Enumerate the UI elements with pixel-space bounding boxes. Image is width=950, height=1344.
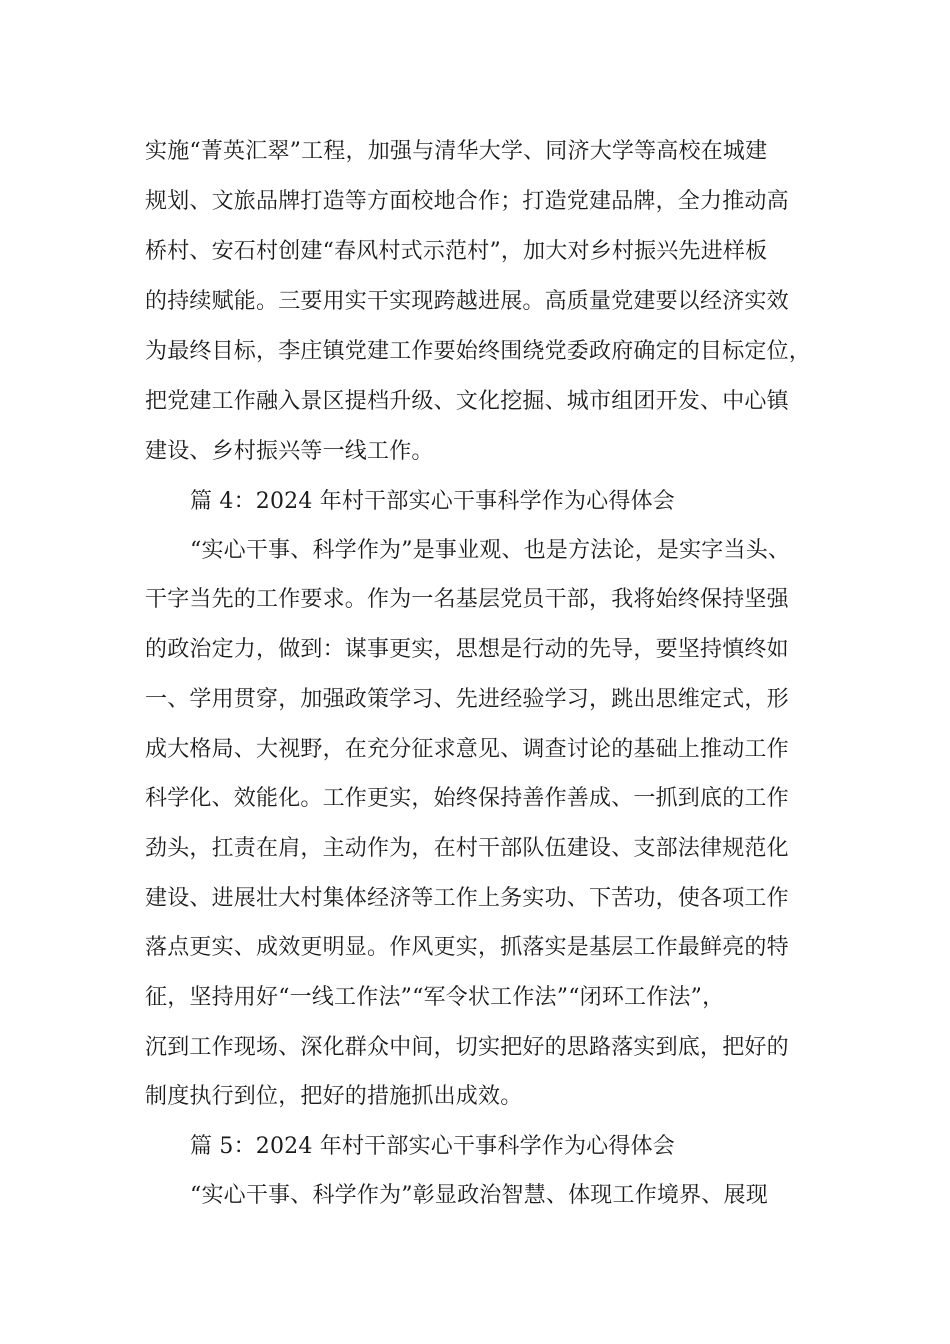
paragraph-line: 建设、乡村振兴等一线工作。 xyxy=(145,439,434,464)
paragraph-line: 落点更实、成效更明显。作风更实，抓落实是基层工作最鲜亮的特 xyxy=(145,935,789,960)
paragraph-line: 成大格局、大视野，在充分征求意见、调查讨论的基础上推动工作 xyxy=(145,737,789,762)
paragraph-line: 桥村、安石村创建“春风村式示范村”，加大对乡村振兴先进样板 xyxy=(145,239,768,264)
paragraph-line: 的持续赋能。三要用实干实现跨越进展。高质量党建要以经济实效 xyxy=(145,289,789,314)
paragraph-line: “实心干事、科学作为”是事业观、也是方法论，是实字当头、 xyxy=(190,538,791,563)
section-heading: 篇 5：2024 年村干部实心干事科学作为心得体会 xyxy=(190,1134,675,1159)
paragraph-line: 的政治定力，做到：谋事更实，思想是行动的先导，要坚持慎终如 xyxy=(145,637,789,662)
paragraph-line: 制度执行到位，把好的措施抓出成效。 xyxy=(145,1084,523,1109)
paragraph-line: 征，坚持用好“一线工作法”“军令状工作法”“闭环工作法”， xyxy=(145,985,725,1010)
paragraph-line: 劲头，扛责在肩，主动作为，在村干部队伍建设、支部法律规范化 xyxy=(145,836,789,861)
paragraph-line: 干字当先的工作要求。作为一名基层党员干部，我将始终保持坚强 xyxy=(145,587,789,612)
paragraph-line: 一、学用贯穿，加强政策学习、先进经验学习，跳出思维定式，形 xyxy=(145,687,789,712)
paragraph-line: 建设、进展壮大村集体经济等工作上务实功、下苦功，使各项工作 xyxy=(145,886,789,911)
paragraph-line: 实施“菁英汇翠”工程，加强与清华大学、同济大学等高校在城建 xyxy=(145,139,768,164)
paragraph-line: 沉到工作现场、深化群众中间，切实把好的思路落实到底，把好的 xyxy=(145,1035,789,1060)
paragraph-line: 把党建工作融入景区提档升级、文化挖掘、城市组团开发、中心镇 xyxy=(145,389,789,414)
paragraph-line: 规划、文旅品牌打造等方面校地合作；打造党建品牌，全力推动高 xyxy=(145,189,789,214)
paragraph-line: 科学化、效能化。工作更实，始终保持善作善成、一抓到底的工作 xyxy=(145,786,789,811)
paragraph-line: “实心干事、科学作为”彰显政治智慧、体现工作境界、展现 xyxy=(190,1183,768,1208)
paragraph-line: 为最终目标，李庄镇党建工作要始终围绕党委政府确定的目标定位， xyxy=(145,339,812,364)
section-heading: 篇 4：2024 年村干部实心干事科学作为心得体会 xyxy=(190,489,675,514)
